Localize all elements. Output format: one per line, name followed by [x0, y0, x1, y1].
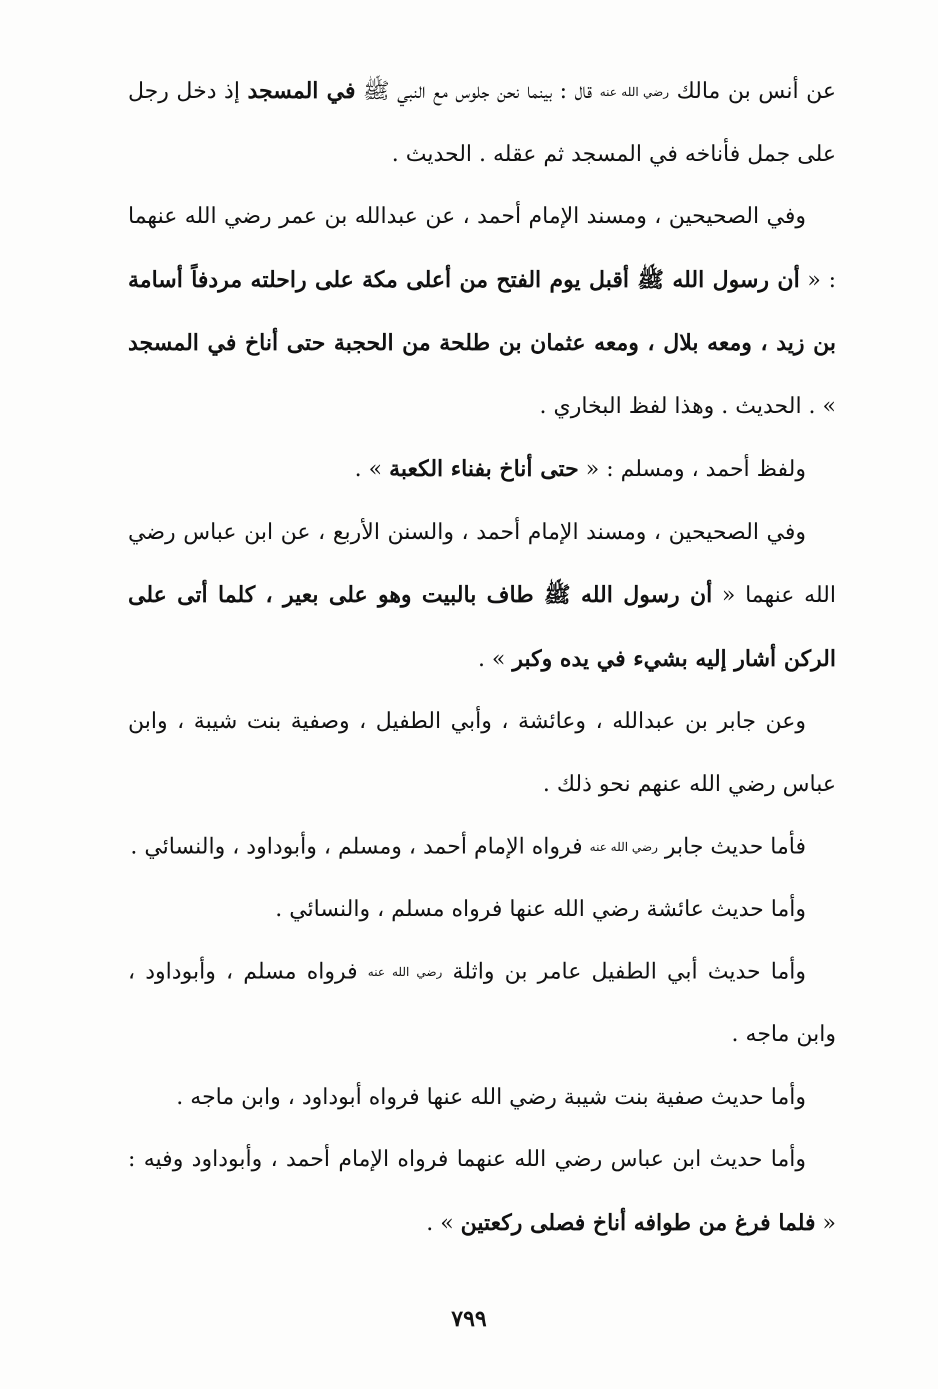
hadith-quote-text: فلما فرغ من طوافه أناخ فصلى ركعتين: [460, 1209, 816, 1236]
body-text-segment: قال : بينما نحن جلوس مع النبي ﷺ: [355, 79, 600, 104]
paragraph-2: [128, 186, 836, 438]
body-text-segment: » .: [477, 646, 513, 672]
paragraph-3: [128, 438, 836, 502]
body-text-segment: » .: [426, 1210, 461, 1236]
honorific-text: رضي الله عنه: [367, 965, 443, 980]
body-text-segment: وأما حديث صفية بنت شيبة رضي الله عنها فرواه أبوداود ، وابن ماجه .: [176, 1084, 806, 1110]
paragraph-4: [128, 502, 836, 692]
paragraph-6: [128, 816, 836, 879]
honorific-text: رضي الله عنه: [599, 84, 670, 99]
page-number: ٧٩٩: [451, 1306, 487, 1332]
hadith-quote-text: أن رسول الله ﷺ طاف بالبيت وهو على بعير ، كلما أتى على الركن أشار إليه بشيء في يده وكبر: [128, 582, 836, 672]
paragraph-10: [128, 1129, 836, 1255]
body-text-segment: إذ دخل رجل على جمل فأناخه في المسجد ثم عقله . الحديث .: [128, 79, 836, 167]
hadith-quote-text: حتى أناخ بفناء الكعبة: [389, 456, 579, 482]
page-body-text: [128, 60, 836, 1255]
body-text-segment: وفي الصحيحين ، ومسند الإمام أحمد ، عن عبدالله بن عمر رضي الله عنهما : «: [128, 204, 837, 293]
body-text-segment: عن أنس بن مالك: [669, 79, 836, 104]
body-text-segment: وأما حديث عائشة رضي الله عنها فرواه مسلم ، والنسائي .: [275, 896, 806, 922]
hadith-quote-text: أن رسول الله ﷺ أقبل يوم الفتح من أعلى مكة على راحلته مردفاً أسامة بن زيد ، ومعه بلال ، ومعه عثمان بن طلحة من الحجبة حتى أناخ في المسجد: [128, 266, 836, 356]
body-text-segment: وفي الصحيحين ، ومسند الإمام أحمد ، والسنن الأربع ، عن ابن عباس رضي الله عنهما «: [128, 519, 836, 608]
paragraph-5: [128, 691, 836, 816]
paragraph-7: [128, 879, 836, 942]
hadith-quote-text: في المسجد: [247, 78, 356, 104]
paragraph-9: [128, 1067, 836, 1130]
body-text-segment: وأما حديث ابن عباس رضي الله عنهما فرواه الإمام أحمد ، وأبوداود وفيه : «: [128, 1147, 836, 1236]
body-text-segment: وأما حديث أبي الطفيل عامر بن واثلة: [442, 959, 806, 985]
paragraph-1: [128, 60, 836, 186]
body-text-segment: » . الحديث . وهذا لفظ البخاري .: [539, 393, 836, 419]
body-text-segment: ولفظ أحمد ، ومسلم : «: [578, 457, 806, 482]
body-text-segment: وعن جابر بن عبدالله ، وعائشة ، وأبي الطفيل ، وصفية بنت شيبة ، وابن عباس رضي الله عنهم نحو ذلك .: [128, 709, 836, 797]
body-text-segment: فرواه مسلم ، وأبوداود ، وابن ماجه .: [128, 959, 836, 1047]
body-text-segment: » .: [354, 457, 390, 482]
body-text-segment: فرواه الإمام أحمد ، ومسلم ، وأبوداود ، والنسائي .: [130, 834, 590, 860]
honorific-text: رضي الله عنه: [589, 840, 658, 854]
paragraph-8: [128, 941, 836, 1066]
body-text-segment: فأما حديث جابر: [657, 834, 806, 860]
